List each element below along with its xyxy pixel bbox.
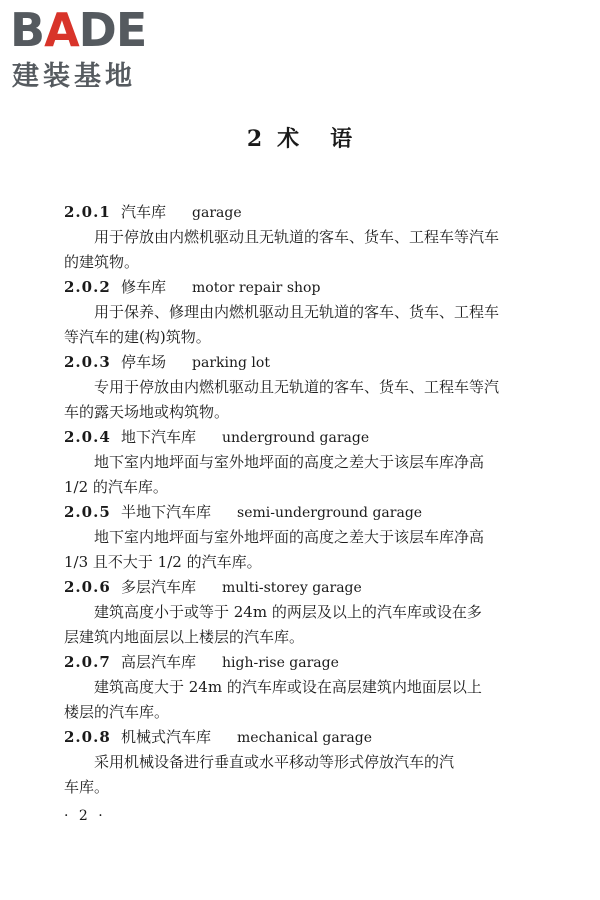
chapter-heading <box>0 122 600 153</box>
section-number: 2.0.1 <box>64 203 111 221</box>
logo-wordmark <box>10 4 146 56</box>
definition-line: 1/2 的汽车库。 <box>64 478 168 496</box>
section-number: 2.0.4 <box>64 428 111 446</box>
term-definition <box>64 450 516 500</box>
logo-subtitle: 建装基地 <box>12 61 136 92</box>
section-number: 2.0.5 <box>64 503 111 521</box>
chapter-title-part-2: 语 <box>330 126 354 152</box>
term-heading <box>64 500 516 525</box>
term-heading <box>64 350 516 375</box>
term-chinese: 高层汽车库 <box>121 653 197 671</box>
term-english: semi-underground garage <box>237 505 423 521</box>
definition-line: 采用机械设备进行垂直或水平移动等形式停放汽车的汽 <box>94 753 455 771</box>
definition-line: 地下室内地坪面与室外地坪面的高度之差大于该层车库净高 <box>94 453 485 471</box>
term-definition <box>64 675 516 725</box>
term-heading <box>64 200 516 225</box>
term-entry <box>64 650 516 725</box>
term-list <box>64 200 516 800</box>
term-definition <box>64 375 516 425</box>
section-number: 2.0.6 <box>64 578 111 596</box>
term-english: multi-storey garage <box>222 580 362 596</box>
term-chinese: 停车场 <box>121 353 167 371</box>
definition-line: 建筑高度小于或等于 24m 的两层及以上的汽车库或设在多 <box>94 603 482 621</box>
term-chinese: 汽车库 <box>121 203 167 221</box>
bade-logo <box>10 4 180 94</box>
definition-line: 楼层的汽车库。 <box>64 703 170 721</box>
term-english: parking lot <box>192 355 270 371</box>
term-heading <box>64 275 516 300</box>
term-entry <box>64 200 516 275</box>
section-number: 2.0.2 <box>64 278 111 296</box>
page-number: · 2 · <box>64 808 106 824</box>
definition-line: 1/3 且不大于 1/2 的汽车库。 <box>64 553 262 571</box>
term-heading <box>64 575 516 600</box>
term-entry <box>64 275 516 350</box>
term-entry <box>64 500 516 575</box>
chapter-number: 2 <box>246 126 264 152</box>
term-heading <box>64 425 516 450</box>
term-definition <box>64 600 516 650</box>
term-english: high-rise garage <box>222 655 339 671</box>
chapter-title-part-1: 术 <box>277 126 301 152</box>
definition-line: 专用于停放由内燃机驱动且无轨道的客车、货车、工程车等汽 <box>94 378 500 396</box>
term-chinese: 机械式汽车库 <box>121 728 212 746</box>
definition-line: 用于保养、修理由内燃机驱动且无轨道的客车、货车、工程车 <box>94 303 500 321</box>
definition-line: 地下室内地坪面与室外地坪面的高度之差大于该层车库净高 <box>94 528 485 546</box>
definition-line: 车库。 <box>64 778 110 796</box>
logo-letters: DE <box>78 3 147 57</box>
term-heading <box>64 725 516 750</box>
term-english: mechanical garage <box>237 730 372 746</box>
term-entry <box>64 350 516 425</box>
section-number: 2.0.3 <box>64 353 111 371</box>
term-chinese: 地下汽车库 <box>121 428 197 446</box>
section-number: 2.0.7 <box>64 653 111 671</box>
term-chinese: 修车库 <box>121 278 167 296</box>
term-chinese: 多层汽车库 <box>121 578 197 596</box>
term-definition <box>64 750 516 800</box>
term-entry <box>64 725 516 800</box>
term-chinese: 半地下汽车库 <box>121 503 212 521</box>
term-entry <box>64 425 516 500</box>
logo-accent-letter: A <box>44 3 79 57</box>
term-english: garage <box>192 205 242 221</box>
term-definition <box>64 525 516 575</box>
definition-line: 的建筑物。 <box>64 253 140 271</box>
definition-line: 层建筑内地面层以上楼层的汽车库。 <box>64 628 305 646</box>
logo-letter: B <box>10 3 45 57</box>
term-definition <box>64 300 516 350</box>
definition-line: 等汽车的建(构)筑物。 <box>64 328 211 346</box>
term-definition <box>64 225 516 275</box>
term-english: motor repair shop <box>192 280 321 296</box>
definition-line: 用于停放由内燃机驱动且无轨道的客车、货车、工程车等汽车 <box>94 228 500 246</box>
term-english: underground garage <box>222 430 370 446</box>
definition-line: 建筑高度大于 24m 的汽车库或设在高层建筑内地面层以上 <box>94 678 482 696</box>
term-entry <box>64 575 516 650</box>
definition-line: 车的露天场地或构筑物。 <box>64 403 230 421</box>
term-heading <box>64 650 516 675</box>
section-number: 2.0.8 <box>64 728 111 746</box>
